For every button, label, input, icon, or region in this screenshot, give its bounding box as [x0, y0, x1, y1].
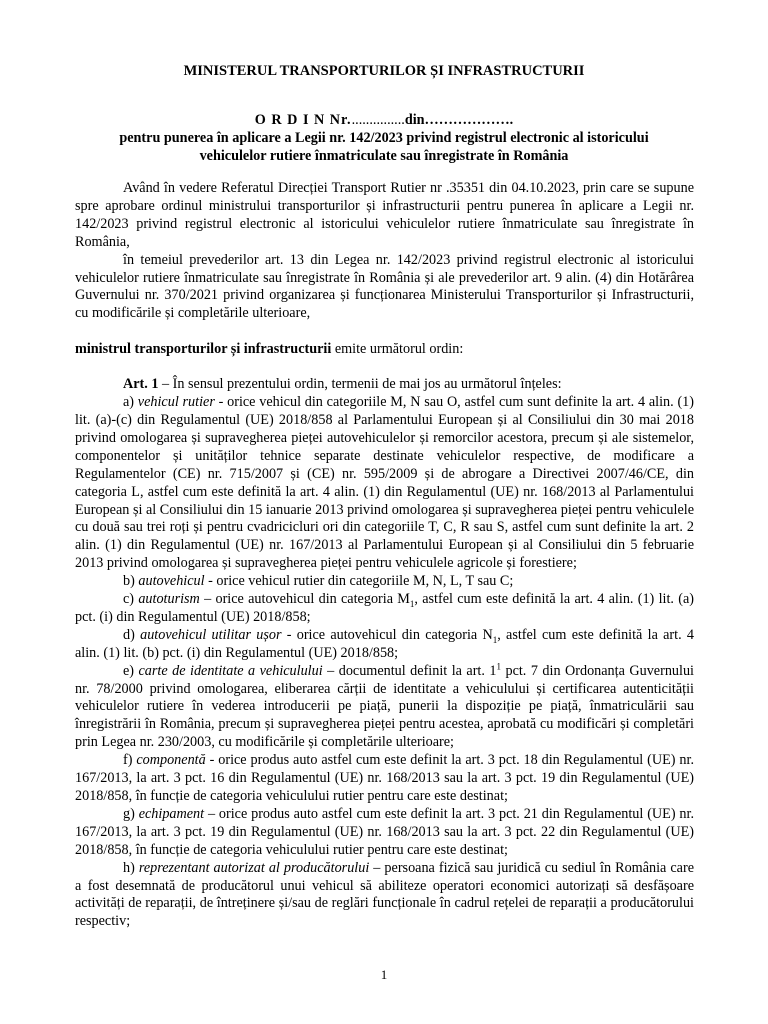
- definition-b: [75, 573, 694, 591]
- definition-e: [75, 660, 694, 753]
- document-body: [75, 180, 694, 931]
- preamble-paragraph-2: în temeiul prevederilor art. 13 din Legea nr. 142/2023 privind registrul electronic al istoricului vehiculelor rutiere înmatriculate sau înregistrate în România și ale prevederilor art. 9 alin. (4) din Hotărârea Guvernului nr. 370/2021 privind organizarea și funcționarea Ministerului Transporturilor și Infrastructurii, cu modificările și completările ulterioare,: [75, 251, 694, 322]
- art1-intro-text: – În sensul prezentului ordin, termenii de mai jos au următorul înțeles:: [158, 376, 562, 393]
- subtitle-line-2: vehiculelor rutiere înmatriculate sau înregistrate în România: [199, 147, 569, 164]
- definition-e-prefix: e): [123, 662, 139, 679]
- art1-intro: [75, 376, 694, 394]
- definition-h: [75, 860, 694, 932]
- order-din: din: [404, 112, 425, 128]
- definition-c-text-1: – orice autovehicul din categoria M: [199, 591, 410, 608]
- art1-label: Art. 1: [123, 376, 159, 393]
- definition-b-prefix: b): [123, 573, 139, 590]
- issuer-name: ministrul transporturilor și infrastructurii: [75, 340, 332, 357]
- order-date-placeholder: ……………….: [424, 112, 514, 128]
- definition-e-superscript: 1: [496, 660, 501, 671]
- issuer-text: emite următorul ordin:: [331, 340, 464, 357]
- definition-g: [75, 806, 694, 860]
- definition-e-text-2: pct. 7 din Ordonanța Guvernului nr. 78/2000 privind omologarea, eliberarea cărții de identitate a vehiculului și certificarea autenticității vehiculelor rutiere în vederea introducerii pe piață, punerii la dispoziție pe piață, înmatriculării sau înregistrării în România, precum și supravegherea pieței pentru acestea, aprobată cu modificări și completări prin Legea nr. 230/2003, cu modificările și completările ulterioare;: [75, 662, 694, 751]
- definition-h-prefix: h): [123, 859, 139, 876]
- definition-h-text: – persoana fizică sau juridică cu sediul în România care a fost desemnată de producătorul unui vehicul să abiliteze operatori economici autorizați să desfășoare activități de reparații, de întreținere și/sau de reglări funcționale în cadrul rețelei de reparații a producătorului respectiv;: [75, 859, 694, 930]
- definition-d-term: autovehicul utilitar ușor: [140, 626, 282, 643]
- definition-e-term: carte de identitate a vehiculului: [138, 662, 323, 679]
- order-subtitle: [80, 130, 688, 165]
- subtitle-line-1: pentru punerea în aplicare a Legii nr. 142/2023 privind registrul electronic al istoricului: [119, 130, 649, 146]
- definition-g-text: – orice produs auto astfel cum este definit la art. 3 pct. 21 din Regulamentul (UE) nr. 167/2013, la art. 3 pct. 19 din Regulamentul (UE) nr. 168/2013 sau la art. 3 pct. 22 din Regulamentul (UE) 2018/858, în funcție de categoria vehiculului rutier pentru care este destinat;: [75, 805, 694, 858]
- definition-a: [75, 394, 694, 573]
- definition-b-text: - orice vehicul rutier din categoriile M, N, L, T sau C;: [204, 573, 514, 590]
- definition-d-subscript: 1: [492, 634, 498, 645]
- definition-d-text-2: , astfel cum este definită la art. 4 alin. (1) lit. (b) pct. (i) din Regulamentul (UE) 2018/858;: [75, 626, 694, 661]
- definition-c-text-2: , astfel cum este definită la art. 4 alin. (1) lit. (a) pct. (i) din Regulamentul (UE) 2018/858;: [75, 591, 694, 625]
- definition-c-term: autoturism: [138, 591, 200, 608]
- definition-f-text: - orice produs auto astfel cum este definit la art. 3 pct. 18 din Regulamentul (UE) nr. 167/2013, la art. 3 pct. 16 din Regulamentul (UE) nr. 168/2013 sau la art. 3 pct. 19 din Regulamentul (UE) 2018/858, în funcție de categoria vehiculului rutier pentru care este destinat;: [75, 752, 694, 804]
- definition-c: [75, 591, 694, 627]
- definition-a-text: - orice vehicul din categoriile M, N sau O, astfel cum sunt definite la art. 4 alin. (1) lit. (a)-(c) din Regulamentul (UE) 2018/858 al Parlamentului European și al Consiliului din 30 mai 2018 privind omologarea și supravegherea pieței autovehiculelor și remorcilor acestora, precum și ale sistemelor, componentelor și unităților tehnice separate destinate vehiculelor respective, de modificare a Regulamentelor (CE) nr. 715/2007 și (CE) nr. 595/2009 și de abrogare a Directivei 2007/46/CE, din categoria L, astfel cum este definită la art. 4 alin. (1) din Regulamentul (UE) nr. 168/2013 al Parlamentului European și al Consiliului din 15 ianuarie 2013 privind omologarea și supravegherea pieței pentru vehiculele cu două sau trei roți și pentru cvadricicluri ori din categoriile T, C, R sau S, astfel cum sunt definite la art. 2 alin. (1) din Regulamentul (UE) nr. 167/2013 al Parlamentului European și al Consiliului din 5 februarie 2013 privind omologarea și supravegherea pieței pentru vehiculele agricole și forestiere;: [75, 394, 694, 572]
- definition-a-term: vehicul rutier: [137, 394, 215, 411]
- issuer-paragraph: [75, 341, 694, 359]
- definition-e-text-1: – documentul definit la art. 1: [322, 662, 497, 679]
- definition-h-term: reprezentant autorizat al producătorului: [138, 859, 370, 876]
- definition-d-prefix: d): [123, 626, 141, 643]
- ministry-heading: MINISTERUL TRANSPORTURILOR ȘI INFRASTRUCTURII: [183, 63, 585, 79]
- page-number: 1: [380, 967, 388, 982]
- definition-b-term: autovehicul: [138, 573, 205, 590]
- order-word: O R D I N Nr.: [254, 112, 352, 128]
- definition-c-prefix: c): [123, 591, 139, 608]
- definition-c-subscript: 1: [409, 598, 415, 609]
- definition-d-text-1: - orice autovehicul din categoria N: [281, 626, 493, 643]
- preamble-paragraph-1: Având în vedere Referatul Direcției Transport Rutier nr .35351 din 04.10.2023, prin care se supune spre aprobare ordinul ministrului transporturilor și infrastructurii pentru punerea în aplicare a Legii nr. 142/2023 privind registrul electronic al istoricului vehiculelor rutiere înmatriculate sau înregistrate în România,: [75, 180, 694, 250]
- definition-g-term: echipament: [138, 805, 205, 822]
- definition-g-prefix: g): [123, 805, 139, 822]
- definition-d: [75, 627, 694, 663]
- definition-f-prefix: f): [123, 752, 137, 769]
- order-title: [0, 112, 768, 130]
- definition-a-prefix: a): [123, 394, 138, 411]
- definition-f-term: componentă: [136, 752, 206, 769]
- definition-f: [75, 752, 694, 806]
- order-number-placeholder: ...............: [351, 112, 405, 128]
